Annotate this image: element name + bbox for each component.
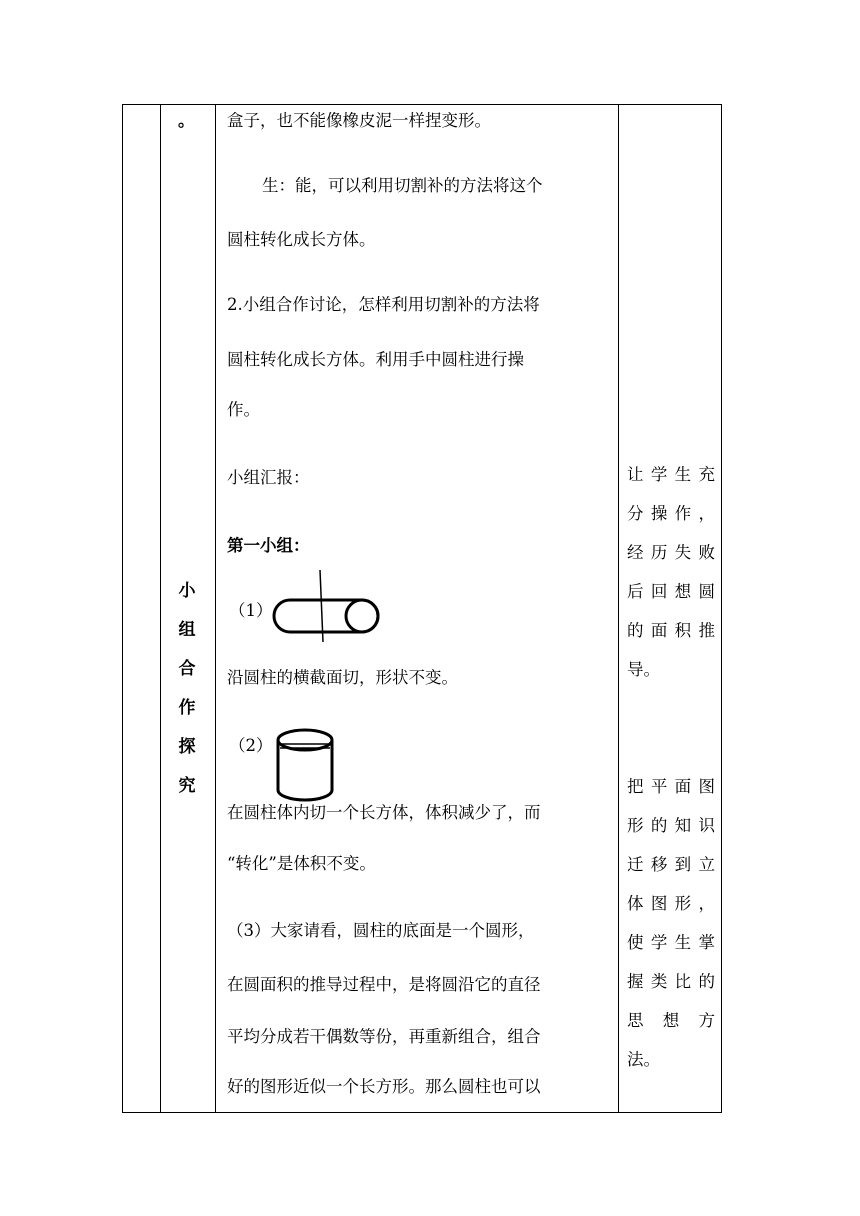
table-border-top [122, 104, 722, 105]
stage-char: 作 [178, 698, 196, 718]
note-line: 使学生掌 [627, 933, 715, 952]
note-line: 让学生充 [627, 465, 715, 484]
stage-label [176, 578, 198, 812]
note-line: 迁移到立 [627, 855, 715, 874]
content-line: 盒子，也不能像橡皮泥一样捏变形。 [227, 111, 491, 130]
stage-char: 小 [178, 581, 196, 601]
stage-char: 探 [178, 737, 196, 757]
group-heading: 第一小组： [227, 536, 310, 555]
note-line: 导。 [627, 660, 660, 679]
content-line: （3）大家请看，圆柱的底面是一个圆形， [227, 921, 535, 940]
note-line: 形的知识 [627, 816, 715, 835]
note-line: 分操作， [627, 504, 715, 523]
content-line: 2.小组合作讨论，怎样利用切割补的方法将 [227, 295, 540, 314]
cylinder-lying-figure [268, 568, 384, 644]
note-line: 思 想 方 [627, 1011, 715, 1030]
note-line: 法。 [627, 1050, 660, 1069]
content-line: 沿圆柱的横截面切，形状不变。 [227, 668, 458, 687]
table-column-divider [618, 104, 619, 1113]
side-mark: 。 [178, 111, 195, 130]
design-note [627, 774, 715, 1086]
content-line: 作。 [227, 400, 260, 419]
content-line: 小组汇报： [227, 468, 310, 487]
note-line: 体图形， [627, 894, 715, 913]
content-line: 好的图形近似一个长方形。那么圆柱也可以 [227, 1077, 541, 1096]
content-line: 生：能，可以利用切割补的方法将这个 [262, 176, 543, 195]
figure-label: （2） [229, 736, 273, 755]
content-line: 在圆柱体内切一个长方体，体积减少了，而 [227, 803, 541, 822]
note-line: 握类比的 [627, 972, 715, 991]
content-line: 平均分成若干偶数等份，再重新组合，组合 [227, 1027, 541, 1046]
table-border-bottom [122, 1112, 722, 1113]
content-line: 圆柱转化成长方体。利用手中圆柱进行操 [227, 350, 524, 369]
stage-char: 组 [178, 620, 196, 640]
table-border-left [122, 104, 123, 1113]
content-line: “转化”是体积不变。 [227, 854, 376, 873]
figure-label: （1） [229, 601, 273, 620]
stage-char: 合 [178, 659, 196, 679]
table-column-divider [160, 104, 161, 1113]
design-note [627, 462, 715, 696]
table-column-divider [215, 104, 216, 1113]
note-line: 经历失败 [627, 543, 715, 562]
note-line: 的面积推 [627, 621, 715, 640]
note-line: 把平面图 [627, 777, 715, 796]
stage-char: 究 [178, 776, 196, 796]
content-line: 在圆面积的推导过程中，是将圆沿它的直径 [227, 975, 541, 994]
note-line: 后回想圆 [627, 582, 715, 601]
cylinder-upright-figure [272, 726, 338, 804]
content-line: 圆柱转化成长方体。 [227, 230, 376, 249]
table-border-right [721, 104, 722, 1113]
